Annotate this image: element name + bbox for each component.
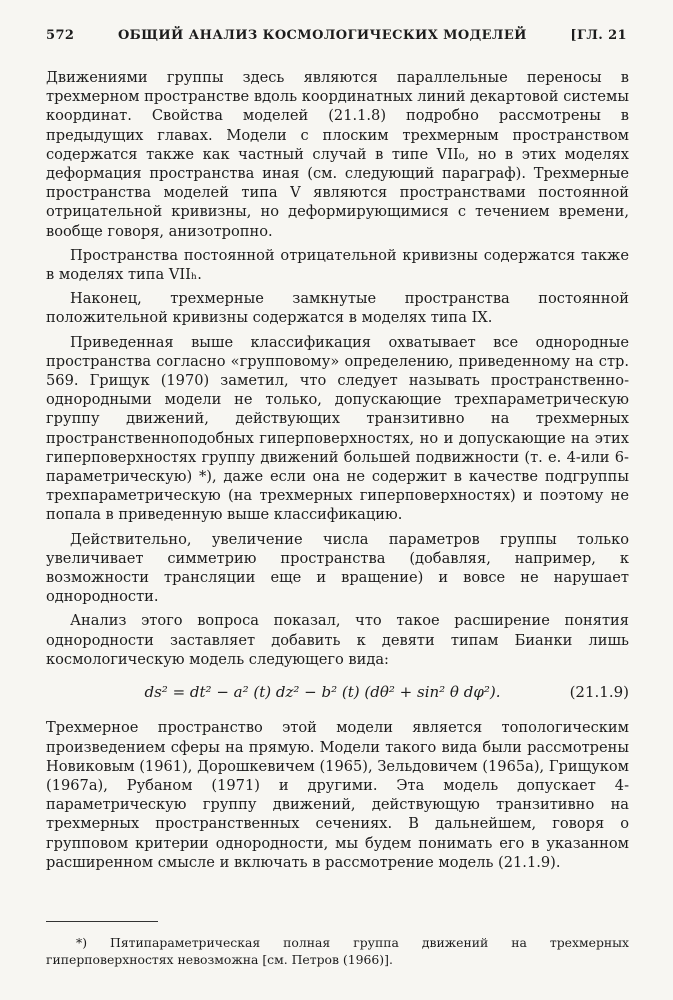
paragraph: Движениями группы здесь являются параллельные переносы в трехмерном пространстве вдоль координатных линий декартовой системы координат. Свойства моделей (21.1.8) подробно рассмотрены в предыдущих главах. Модели с плоским трехмерным пространством содержатся также как частный случай в типе VII₀, но в этих моделях деформация пространства иная (см. следующий параграф). Трехмерные пространства моделей типа V являются пространствами постоянной отрицательной кривизны, но деформирующимися с течением времени, вообще говоря, анизотропно. xyxy=(46,69,629,240)
paragraph: Наконец, трехмерные замкнутые пространства постоянной положительной кривизны содержатся в моделях типа IX. xyxy=(46,290,629,327)
equation-number: (21.1.9) xyxy=(569,683,629,702)
page-number: 572 xyxy=(46,28,75,43)
footnote-text: *) Пятипараметрическая полная группа движений на трехмерных гиперповерхностях невозможна [см. Петров (1966)]. xyxy=(46,935,629,967)
footnote-divider xyxy=(46,921,158,922)
paragraph: Действительно, увеличение числа параметров группы только увеличивает симметрию пространства (добавляя, например, к возможности трансляции еще и вращение) и вовсе не нарушает однородности. xyxy=(46,530,629,606)
paragraph: Трехмерное пространство этой модели является топологическим произведением сферы на прямую. Модели такого вида были рассмотрены Новиковым (1961), Дорошкевичем (1965), Зельдовичем (1965а), Грищуком (1967а), Рубаном (1971) и другими. Эта модель допускает 4-параметрическую группу движений, действующую транзитивно на трехмерных пространственных сечениях. В дальнейшем, говоря о групповом критерии однородности, мы будем понимать его в указанном расширенном смысле и включать в рассмотрение модель (21.1.9). xyxy=(46,719,629,871)
paragraph: Пространства постоянной отрицательной кривизны содержатся также в моделях типа VIIₕ. xyxy=(46,246,629,284)
footnote xyxy=(46,934,629,968)
paragraph: Анализ этого вопроса показал, что такое расширение понятия однородности заставляет добавить к девяти типам Бианки лишь космологическую модель следующего вида: xyxy=(46,612,629,668)
equation-21-1-9 xyxy=(46,683,629,702)
page-header xyxy=(46,28,627,50)
chapter-label: [ГЛ. 21 xyxy=(570,28,627,43)
equation-body: ds² = dt² − a² (t) dz² − b² (t) (dθ² + sin² θ dφ²). xyxy=(144,683,501,702)
running-title: ОБЩИЙ АНАЛИЗ КОСМОЛОГИЧЕСКИХ МОДЕЛЕЙ xyxy=(117,28,527,43)
main-text xyxy=(46,68,629,877)
paragraph: Приведенная выше классификация охватывает все однородные пространства согласно «групповому» определению, приведенному на стр. 569. Грищук (1970) заметил, что следует называть пространственно-однородными модели не только, допускающие трехпараметрическую группу движений, действующих транзитивно на трехмерных пространственноподобных гиперповерхностях, но и допускающие на этих гиперповерхностях группу движений большей подвижности (т. е. 4-или 6-параметрическую) *), даже если она не содержит в качестве подгруппы трехпараметрическую (на трехмерных гиперповерхностях) и поэтому не попала в приведенную выше классификацию. xyxy=(46,333,629,524)
